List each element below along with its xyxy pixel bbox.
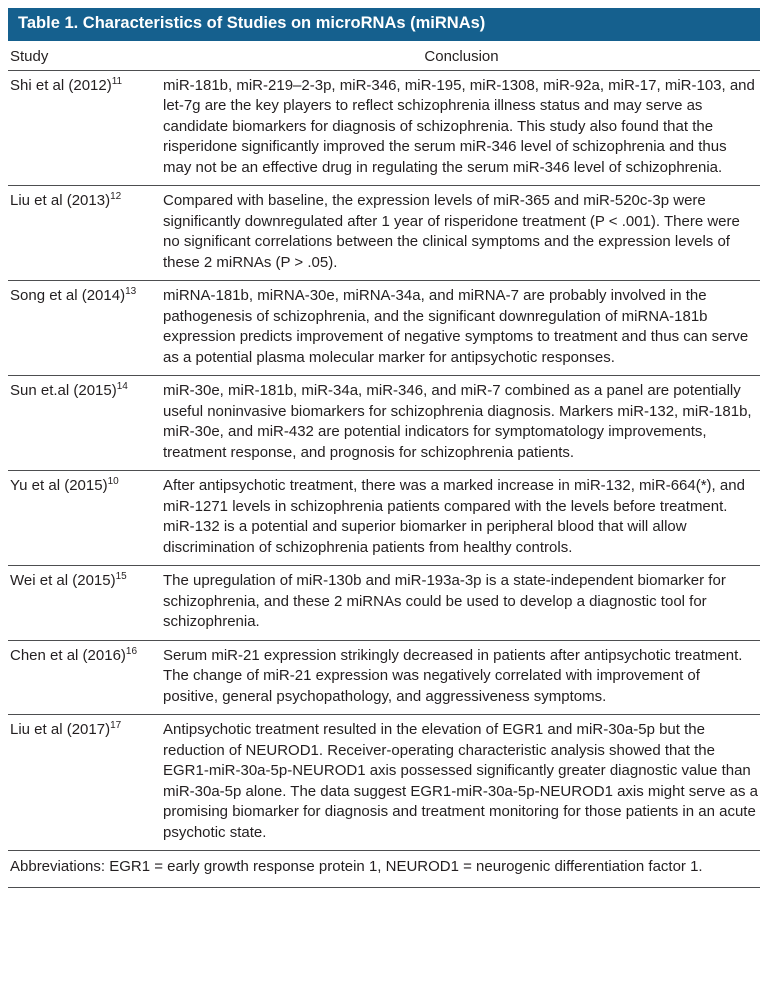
table-row (8, 471, 760, 566)
citation-superscript: 15 (115, 571, 127, 583)
study-name: Shi et al (2012) (10, 76, 112, 94)
conclusion-cell: After antipsychotic treatment, there was a marked increase in miR-132, miR-664(*), and miR-1271 levels in schizophrenia patients compared with the levels before treatment. miR-132 is a potential and superior biomarker in peripheral blood that will allow discrimination of schizophrenia patients from healthy controls. (163, 477, 745, 556)
study-name: Wei et al (2015) (10, 572, 116, 590)
citation-superscript: 13 (125, 286, 137, 298)
conclusion-cell: The upregulation of miR-130b and miR-193a-3p is a state-independent biomarker for schizophrenia, and these 2 miRNAs could be used to develop a diagnostic tool for schizophrenia. (163, 572, 726, 631)
table-body (8, 71, 760, 852)
citation-superscript: 14 (116, 381, 128, 393)
table-title: Table 1. Characteristics of Studies on microRNAs (miRNAs) (18, 14, 486, 32)
table-row (8, 376, 760, 471)
table-row (8, 641, 760, 716)
column-header-conclusion: Conclusion (424, 47, 499, 65)
study-cell (8, 476, 163, 558)
column-header-study: Study (10, 47, 49, 65)
table-row (8, 71, 760, 187)
table-title-bar (8, 8, 760, 41)
study-cell (8, 571, 163, 633)
study-cell (8, 381, 163, 463)
table-row (8, 566, 760, 641)
conclusion-cell: miRNA-181b, miRNA-30e, miRNA-34a, and miRNA-7 are probably involved in the pathogenesis of schizophrenia, and the significant downregulation of miRNA-181b expression predicts improvement of negative symptoms to treatment and thus can serve as a potential plasma molecular marker for antipsychotic responses. (163, 287, 749, 366)
study-name: Liu et al (2017) (10, 721, 111, 739)
study-name: Liu et al (2013) (10, 192, 111, 210)
study-name: Chen et al (2016) (10, 646, 126, 664)
conclusion-cell: Serum miR-21 expression strikingly decreased in patients after antipsychotic treatment. The change of miR-21 expression was negatively correlated with improvement of positive, general psychopathology, and aggressiveness symptoms. (163, 646, 743, 705)
citation-superscript: 16 (125, 645, 138, 657)
table-row (8, 186, 760, 281)
study-cell (8, 646, 163, 708)
citation-superscript: 17 (110, 720, 122, 732)
table-footnote (8, 851, 760, 888)
table-row (8, 281, 760, 376)
citation-superscript: 12 (110, 191, 122, 203)
study-cell (8, 76, 163, 179)
study-cell (8, 286, 163, 368)
citation-superscript: 10 (107, 476, 119, 488)
study-name: Sun et.al (2015) (10, 382, 117, 400)
footnote-text: Abbreviations: EGR1 = early growth response protein 1, NEUROD1 = neurogenic differentiation factor 1. (10, 858, 703, 876)
table-row (8, 715, 760, 851)
citation-superscript: 11 (111, 75, 123, 87)
study-name: Yu et al (2015) (10, 477, 108, 495)
conclusion-cell: Antipsychotic treatment resulted in the elevation of EGR1 and miR-30a-5p but the reduction of NEUROD1. Receiver-operating characteristic analysis showed that the EGR1-miR-30a-5p-NEUROD1 axis possessed significantly greater diagnostic value than miR-30a-5p alone. The data suggest EGR1-miR-30a-5p-NEUROD1 axis might serve as a promising biomarker for diagnosis and treatment monitoring for those patients in an acute psychotic state. (163, 721, 758, 841)
study-cell (8, 191, 163, 273)
conclusion-cell: miR-30e, miR-181b, miR-34a, miR-346, and miR-7 combined as a panel are potentially useful noninvasive biomarkers for schizophrenia diagnosis. Markers miR-132, miR-181b, miR-30e, and miR-432 are potential indicators for symptomatology improvements, treatment response, and prognosis for schizophrenia patients. (163, 382, 752, 461)
table-header-row (8, 41, 760, 71)
conclusion-cell: miR-181b, miR-219–2-3p, miR-346, miR-195, miR-1308, miR-92a, miR-17, miR-103, and let-7g are the key players to reflect schizophrenia illness status and may serve as candidate biomarkers for diagnosis of schizophrenia. This study also found that the risperidone significantly improved the serum miR-346 level of schizophrenia and thus may not be an effective drug in regulating the serum miR-346 level of schizophrenia. (163, 76, 755, 176)
conclusion-cell: Compared with baseline, the expression levels of miR-365 and miR-520c-3p were significantly downregulated after 1 year of risperidone treatment (P < .001). There were no significant correlations between the clinical symptoms and the expression levels of these 2 miRNAs (P > .05). (163, 192, 740, 271)
study-cell (8, 720, 163, 843)
study-name: Song et al (2014) (10, 287, 126, 305)
